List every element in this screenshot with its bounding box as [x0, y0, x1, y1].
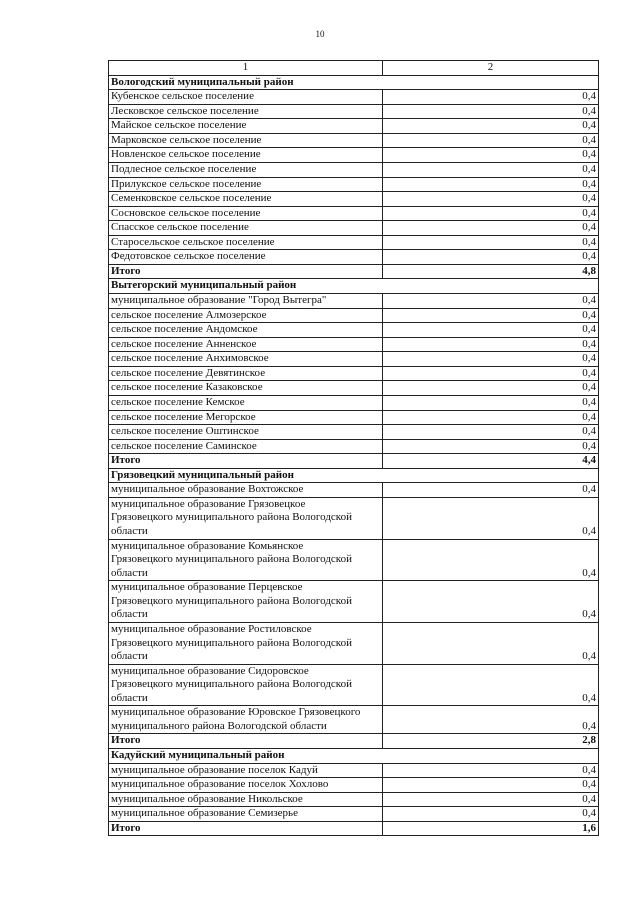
section-header-row: [109, 468, 599, 483]
total-row: [109, 821, 599, 836]
municipality-name: Новленское сельское поселение: [109, 148, 383, 163]
municipality-name: Кубенское сельское поселение: [109, 90, 383, 105]
value-cell: 0,4: [383, 221, 599, 236]
municipality-name: муниципальное образование Вохтожское: [109, 483, 383, 498]
section-header-row: [109, 749, 599, 764]
table-row: [109, 177, 599, 192]
value-cell: 0,4: [383, 337, 599, 352]
value-cell: 0,4: [383, 308, 599, 323]
municipality-name: муниципальное образование Комьянское Грязовецкого муниципального района Вологодской области: [109, 539, 383, 581]
municipality-name: Майское сельское поселение: [109, 119, 383, 134]
table-row: [109, 337, 599, 352]
total-value: 1,6: [383, 821, 599, 836]
value-cell: 0,4: [383, 807, 599, 822]
municipality-name: Марковское сельское поселение: [109, 133, 383, 148]
total-row: [109, 264, 599, 279]
value-cell: 0,4: [383, 250, 599, 265]
section-header-row: [109, 75, 599, 90]
value-cell: 0,4: [383, 778, 599, 793]
municipality-name: муниципальное образование поселок Хохлово: [109, 778, 383, 793]
total-label: Итого: [109, 821, 383, 836]
municipality-name: муниципальное образование Грязовецкое Грязовецкого муниципального района Вологодской области: [109, 497, 383, 539]
value-cell: 0,4: [383, 366, 599, 381]
table-row: [109, 381, 599, 396]
table-row: [109, 323, 599, 338]
table-row: [109, 148, 599, 163]
table-row: [109, 395, 599, 410]
section-title: Грязовецкий муниципальный район: [109, 468, 599, 483]
municipality-name: Семенковское сельское поселение: [109, 192, 383, 207]
value-cell: 0,4: [383, 483, 599, 498]
municipality-name: муниципальное образование Никольское: [109, 792, 383, 807]
total-label: Итого: [109, 264, 383, 279]
municipality-name: сельское поселение Кемское: [109, 395, 383, 410]
table-row: [109, 294, 599, 309]
municipality-name: Спасское сельское поселение: [109, 221, 383, 236]
table-row: [109, 425, 599, 440]
table-row: [109, 352, 599, 367]
municipality-name: сельское поселение Оштинское: [109, 425, 383, 440]
value-cell: 0,4: [383, 148, 599, 163]
value-cell: 0,4: [383, 235, 599, 250]
total-label: Итого: [109, 454, 383, 469]
table-row: [109, 162, 599, 177]
municipality-name: сельское поселение Анхимовское: [109, 352, 383, 367]
table-row: [109, 807, 599, 822]
value-cell: 0,4: [383, 497, 599, 539]
table-row: [109, 778, 599, 793]
section-header-row: [109, 279, 599, 294]
table-row: [109, 221, 599, 236]
table-row: [109, 664, 599, 706]
allocation-table: [108, 60, 599, 836]
table-row: [109, 410, 599, 425]
table-row: [109, 581, 599, 623]
value-cell: 0,4: [383, 439, 599, 454]
table-row: [109, 366, 599, 381]
municipality-name: Сосновское сельское поселение: [109, 206, 383, 221]
value-cell: 0,4: [383, 133, 599, 148]
table-row: [109, 622, 599, 664]
value-cell: 0,4: [383, 381, 599, 396]
value-cell: 0,4: [383, 192, 599, 207]
value-cell: 0,4: [383, 622, 599, 664]
value-cell: 0,4: [383, 410, 599, 425]
municipality-name: муниципальное образование Семизерье: [109, 807, 383, 822]
value-cell: 0,4: [383, 792, 599, 807]
value-cell: 0,4: [383, 763, 599, 778]
value-cell: 0,4: [383, 425, 599, 440]
value-cell: 0,4: [383, 104, 599, 119]
table-row: [109, 90, 599, 105]
municipality-name: Лесковское сельское поселение: [109, 104, 383, 119]
total-label: Итого: [109, 734, 383, 749]
municipality-name: муниципальное образование Перцевское Грязовецкого муниципального района Вологодской области: [109, 581, 383, 623]
total-row: [109, 454, 599, 469]
municipality-name: муниципальное образование Юровское Грязовецкого муниципального района Вологодской области: [109, 706, 383, 734]
value-cell: 0,4: [383, 294, 599, 309]
municipality-name: сельское поселение Мегорское: [109, 410, 383, 425]
table-row: [109, 104, 599, 119]
total-value: 2,8: [383, 734, 599, 749]
table-row: [109, 235, 599, 250]
value-cell: 0,4: [383, 352, 599, 367]
table-row: [109, 439, 599, 454]
total-value: 4,4: [383, 454, 599, 469]
table-row: [109, 763, 599, 778]
value-cell: 0,4: [383, 119, 599, 134]
municipality-name: сельское поселение Алмозерское: [109, 308, 383, 323]
total-row: [109, 734, 599, 749]
value-cell: 0,4: [383, 90, 599, 105]
value-cell: 0,4: [383, 162, 599, 177]
table-row: [109, 206, 599, 221]
municipality-name: сельское поселение Девятинское: [109, 366, 383, 381]
municipality-name: Старосельское сельское поселение: [109, 235, 383, 250]
municipality-name: сельское поселение Казаковское: [109, 381, 383, 396]
table-row: [109, 483, 599, 498]
municipality-name: муниципальное образование Сидоровское Грязовецкого муниципального района Вологодской области: [109, 664, 383, 706]
section-title: Кадуйский муниципальный район: [109, 749, 599, 764]
table-row: [109, 308, 599, 323]
municipality-name: сельское поселение Саминское: [109, 439, 383, 454]
municipality-name: Подлесное сельское поселение: [109, 162, 383, 177]
table-row: [109, 133, 599, 148]
table-row: [109, 250, 599, 265]
table-row: [109, 192, 599, 207]
value-cell: 0,4: [383, 177, 599, 192]
section-title: Вытегорский муниципальный район: [109, 279, 599, 294]
table-row: [109, 539, 599, 581]
table-row: [109, 497, 599, 539]
value-cell: 0,4: [383, 323, 599, 338]
value-cell: 0,4: [383, 206, 599, 221]
value-cell: 0,4: [383, 706, 599, 734]
page-number: 10: [315, 29, 325, 39]
value-cell: 0,4: [383, 581, 599, 623]
table-row: [109, 706, 599, 734]
municipality-name: муниципальное образование Ростиловское Грязовецкого муниципального района Вологодской области: [109, 622, 383, 664]
value-cell: 0,4: [383, 664, 599, 706]
municipality-name: Прилукское сельское поселение: [109, 177, 383, 192]
value-cell: 0,4: [383, 395, 599, 410]
column-header-2: 2: [383, 61, 599, 76]
table-row: [109, 792, 599, 807]
section-title: Вологодский муниципальный район: [109, 75, 599, 90]
table-row: [109, 119, 599, 134]
total-value: 4,8: [383, 264, 599, 279]
table-header-row: [109, 61, 599, 76]
column-header-1: 1: [109, 61, 383, 76]
municipality-name: муниципальное образование поселок Кадуй: [109, 763, 383, 778]
municipality-name: сельское поселение Анненское: [109, 337, 383, 352]
value-cell: 0,4: [383, 539, 599, 581]
municipality-name: сельское поселение Андомское: [109, 323, 383, 338]
municipality-name: Федотовское сельское поселение: [109, 250, 383, 265]
municipality-name: муниципальное образование "Город Вытегра": [109, 294, 383, 309]
